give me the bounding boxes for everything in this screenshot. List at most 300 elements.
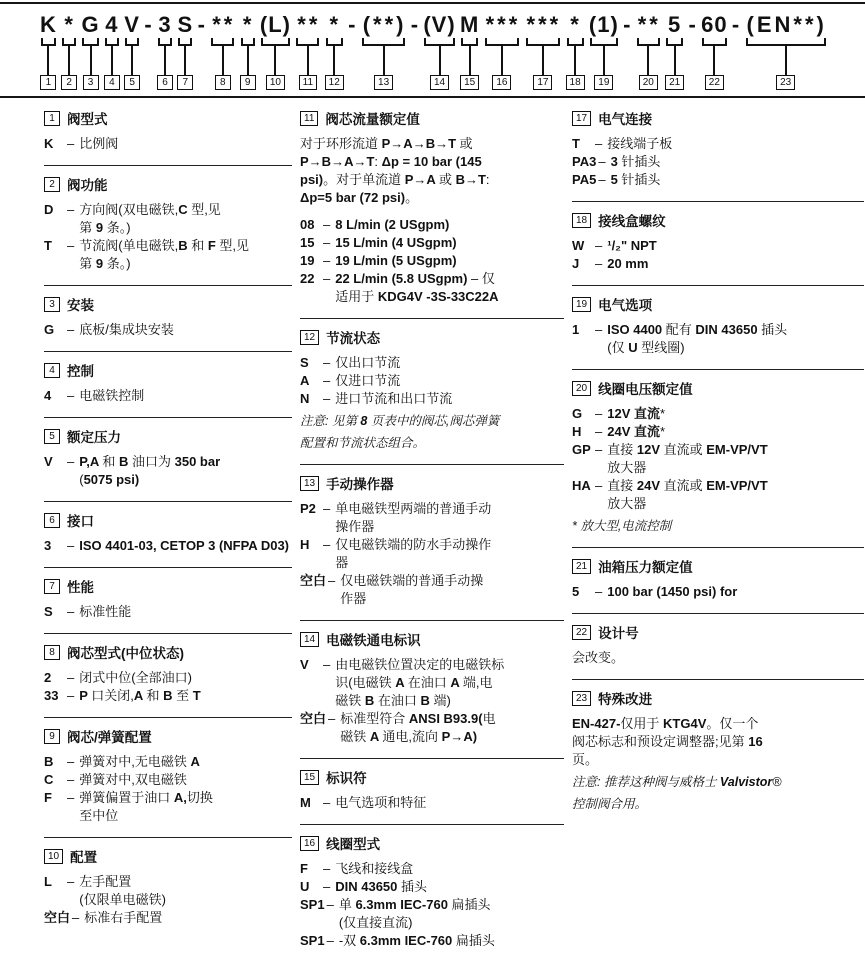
option-description [79, 771, 292, 789]
column-3 [572, 98, 864, 825]
code-separator [198, 12, 206, 90]
description-line: ISO 4400 配有 DIN 43650 插头 [607, 322, 788, 337]
description-line: 标准右手配置 [84, 910, 163, 925]
description-line: (仅限单电磁铁) [79, 892, 166, 907]
option-description [339, 896, 564, 932]
option-dash: – [67, 538, 75, 553]
option-dash: – [595, 256, 603, 271]
option-dash: – [595, 424, 603, 439]
description-line: 仅电磁铁端的防水手动操作 [335, 537, 492, 552]
segment-stem [574, 46, 576, 75]
option-description [607, 255, 864, 273]
option-code: J [572, 256, 580, 271]
option-entry [300, 372, 564, 390]
option-description [607, 441, 864, 477]
option-entry [44, 453, 292, 489]
ref-box-5: 5 [124, 75, 140, 90]
segment-stem [131, 46, 133, 75]
intro-gap [300, 207, 564, 216]
code-segment-text: - [623, 12, 632, 37]
section-header-11 [300, 108, 564, 128]
section-number-6: 6 [44, 513, 60, 528]
section-number-3: 3 [44, 297, 60, 312]
option-entry [44, 789, 292, 825]
description-line: 底板/集成块安装 [79, 322, 174, 337]
code-segment-text: - [197, 12, 206, 37]
option-entry [44, 603, 292, 621]
section-intro-line: 对于环形流道 P→A→B→T 或 [300, 136, 473, 151]
section-17 [572, 98, 864, 189]
section-number-7: 7 [44, 579, 60, 594]
option-description [79, 753, 292, 771]
code-segment-text: 4 [105, 12, 119, 37]
section-note-line: 配置和节流状态组合。 [300, 436, 426, 450]
section-intro-line: Δp=5 bar (72 psi)。 [300, 190, 419, 205]
code-segment-text: V [124, 12, 140, 37]
section-number-19: 19 [572, 297, 591, 312]
section-title: 线圈型式 [326, 837, 381, 852]
option-description [611, 171, 864, 189]
section-note-line: 注意: 见第 8 页表中的阀芯,阀芯弹簧 [300, 414, 500, 428]
section-title: 性能 [67, 580, 94, 595]
section-9 [44, 717, 292, 825]
option-dash: – [595, 584, 603, 599]
option-dash: – [328, 573, 336, 588]
section-title: 接口 [67, 514, 94, 529]
code-segment-text: *** [526, 12, 562, 37]
option-description [79, 237, 292, 273]
option-dash: – [326, 897, 334, 912]
option-dash: – [72, 910, 80, 925]
description-line: P,A 和 B 油口为 350 bar [79, 454, 221, 469]
section-header-10 [44, 846, 292, 866]
option-description [335, 216, 564, 234]
code-segment-text: - [144, 12, 153, 37]
option-code: K [44, 136, 54, 151]
segment-stem [713, 46, 715, 75]
segment-bracket [178, 38, 192, 46]
option-dash: – [326, 933, 334, 948]
code-separator [411, 12, 419, 90]
option-code: SP1 [300, 897, 325, 912]
option-description [79, 321, 292, 339]
option-code: 空白 [44, 910, 71, 925]
segment-bracket [105, 38, 119, 46]
section-intro-line: psi)。对于单流道 P→A 或 B→T: [300, 172, 490, 187]
option-entry [300, 536, 564, 572]
description-line: 飞线和接线盒 [335, 861, 414, 876]
code-segment [460, 12, 479, 90]
section-20 [572, 369, 864, 535]
ref-box-17: 17 [533, 75, 552, 90]
option-description [79, 669, 292, 687]
description-line: 20 mm [607, 256, 649, 271]
option-description [79, 603, 292, 621]
description-line: 标准性能 [79, 604, 132, 619]
model-code-breakdown-page [0, 2, 865, 948]
option-entry [572, 321, 864, 357]
option-dash: – [67, 454, 75, 469]
section-title: 特殊改进 [598, 692, 653, 707]
option-entry [572, 171, 864, 189]
option-code: P2 [300, 501, 316, 516]
description-line: DIN 43650 插头 [335, 879, 428, 894]
segment-stem [47, 46, 49, 75]
option-description [335, 390, 564, 408]
option-dash: – [323, 657, 331, 672]
section-7 [44, 567, 292, 621]
section-4 [44, 351, 292, 405]
segment-stem [222, 46, 224, 75]
code-segment [210, 12, 235, 90]
segment-bracket [526, 38, 561, 46]
section-title: 电气选项 [598, 298, 653, 313]
option-dash: – [598, 172, 606, 187]
section-header-15 [300, 767, 564, 787]
option-entry [44, 687, 292, 705]
option-dash: – [323, 537, 331, 552]
section-note-line: 注意: 推荐这种阀与威格士 Valvistor® [572, 775, 782, 789]
section-number-10: 10 [44, 849, 63, 864]
description-line: P 口关闭,A 和 B 至 T [79, 688, 201, 703]
segment-stem [164, 46, 166, 75]
segment-bracket [158, 38, 172, 46]
section-title: 阀功能 [67, 178, 108, 193]
option-description [340, 572, 564, 608]
section-number-20: 20 [572, 381, 591, 396]
section-number-13: 13 [300, 476, 319, 491]
option-dash: – [67, 688, 75, 703]
code-segment-text: * [570, 12, 582, 37]
option-code: N [300, 391, 310, 406]
option-description [340, 710, 564, 746]
option-dash: – [67, 670, 75, 685]
description-line: 8 L/min (2 USgpm) [335, 217, 450, 232]
section-18 [572, 201, 864, 273]
segment-stem [333, 46, 335, 75]
option-description [607, 237, 864, 255]
segment-stem [647, 46, 649, 75]
section-number-14: 14 [300, 632, 319, 647]
code-segment-text: (V) [423, 12, 456, 37]
code-segment-text: * [329, 12, 342, 37]
segment-stem [90, 46, 92, 75]
option-code: H [572, 424, 582, 439]
description-line: 标准型符合 ANSI B93.9(电 [340, 711, 496, 726]
option-entry [44, 537, 292, 555]
option-description [335, 536, 564, 572]
code-separator [348, 12, 356, 90]
option-code: W [572, 238, 585, 253]
option-code: G [44, 322, 55, 337]
option-code: HA [572, 478, 591, 493]
segment-bracket [637, 38, 660, 46]
option-entry [300, 572, 564, 608]
section-header-22 [572, 622, 864, 642]
option-code: L [44, 874, 52, 889]
option-dash: – [595, 322, 603, 337]
section-header-19 [572, 294, 864, 314]
code-segment-text: K [40, 12, 57, 37]
option-dash: – [595, 478, 603, 493]
ref-box-10: 10 [266, 75, 285, 90]
description-line: 5 针插头 [610, 172, 661, 187]
option-entry [300, 234, 564, 252]
section-19 [572, 285, 864, 357]
description-line: 3 针插头 [610, 154, 661, 169]
description-line: 放大器 [607, 460, 647, 475]
code-segment-text: * [64, 12, 76, 37]
option-entry [572, 237, 864, 255]
option-entry [300, 860, 564, 878]
description-line: 仅出口节流 [335, 355, 401, 370]
ref-box-9: 9 [240, 75, 256, 90]
option-code: H [300, 537, 310, 552]
option-dash: – [323, 235, 331, 250]
section-14 [300, 620, 564, 746]
section-title: 电磁铁通电标识 [326, 633, 421, 648]
description-line: 器 [335, 555, 349, 570]
segment-stem [307, 46, 309, 75]
code-segment [124, 12, 140, 90]
description-line: 磁铁 B 在油口 B 端) [335, 693, 451, 708]
code-segment-text: *** [485, 12, 521, 37]
option-dash: – [323, 253, 331, 268]
code-segment [636, 12, 661, 90]
option-entry [300, 354, 564, 372]
description-line: ISO 4401-03, CETOP 3 (NFPA D03) [79, 538, 289, 553]
section-number-16: 16 [300, 836, 319, 851]
code-segment [40, 12, 57, 90]
option-dash: – [323, 879, 331, 894]
description-line: 作器 [340, 591, 367, 606]
option-description [607, 135, 864, 153]
section-intro-line: P→B→A→T: Δp = 10 bar (145 [300, 154, 482, 169]
option-code: 3 [44, 538, 52, 553]
option-code: 15 [300, 235, 315, 250]
description-line: 单 6.3mm IEC-760 扁插头 [338, 897, 491, 912]
option-entry [300, 932, 564, 950]
section-title: 阀芯/弹簧配置 [67, 730, 152, 745]
section-title: 油箱压力额定值 [598, 560, 693, 575]
description-line: 24V 直流* [607, 424, 666, 439]
option-entry [300, 500, 564, 536]
option-description [339, 932, 564, 950]
option-code: B [44, 754, 54, 769]
code-segment [177, 12, 193, 90]
ref-box-13: 13 [374, 75, 393, 90]
section-11 [300, 98, 564, 306]
code-segment-text: 60 [701, 12, 728, 37]
option-code: S [300, 355, 309, 370]
option-dash: – [323, 795, 331, 810]
section-header-9 [44, 726, 292, 746]
section-10 [44, 837, 292, 927]
segment-bracket [702, 38, 726, 46]
option-description [607, 423, 864, 441]
code-segment-text: * [242, 12, 255, 37]
code-segment [260, 12, 291, 90]
option-code: 08 [300, 217, 315, 232]
ref-box-19: 19 [594, 75, 613, 90]
code-segment-text: (1) [588, 12, 619, 37]
option-code: F [300, 861, 308, 876]
segment-bracket [125, 38, 139, 46]
segment-stem [603, 46, 605, 75]
option-code: 19 [300, 253, 315, 268]
option-description [335, 860, 564, 878]
section-header-14 [300, 629, 564, 649]
description-line: -双 6.3mm IEC-760 扁插头 [338, 933, 495, 948]
description-line: 弹簧偏置于油口 A,切换 [79, 790, 213, 805]
ref-box-3: 3 [83, 75, 99, 90]
option-dash: – [328, 711, 336, 726]
option-dash: – [595, 442, 603, 457]
section-number-21: 21 [572, 559, 591, 574]
option-description [335, 270, 564, 306]
code-segment [423, 12, 455, 90]
code-segment [665, 12, 684, 90]
option-code: U [300, 879, 310, 894]
section-title: 阀芯型式(中位状态) [67, 646, 184, 661]
section-2 [44, 165, 292, 273]
option-code: S [44, 604, 53, 619]
option-code: M [300, 795, 311, 810]
description-line: 由电磁铁位置决定的电磁铁标 [335, 657, 505, 672]
description-line: 放大器 [607, 496, 647, 511]
option-description [335, 794, 564, 812]
ref-box-16: 16 [492, 75, 511, 90]
segment-bracket [296, 38, 319, 46]
option-dash: – [323, 391, 331, 406]
option-dash: – [67, 136, 75, 151]
column-1 [44, 98, 292, 939]
section-3 [44, 285, 292, 339]
code-segment [589, 12, 619, 90]
section-23 [572, 679, 864, 813]
option-code: 22 [300, 271, 315, 286]
code-segment [104, 12, 120, 90]
code-segment [484, 12, 521, 90]
description-line: 第 9 条。) [79, 256, 131, 271]
code-segment [701, 12, 727, 90]
ref-box-21: 21 [665, 75, 684, 90]
description-line: 磁铁 A 通电,流向 P→A) [340, 729, 478, 744]
code-segment [566, 12, 585, 90]
section-title: 阀型式 [67, 112, 108, 127]
option-code: D [44, 202, 54, 217]
option-entry [300, 390, 564, 408]
section-text-line: 会改变。 [572, 650, 625, 665]
description-line: 仅电磁铁端的普通手动操 [340, 573, 484, 588]
code-segment [157, 12, 173, 90]
section-header-4 [44, 360, 292, 380]
ref-box-22: 22 [705, 75, 724, 90]
section-title: 安装 [67, 298, 94, 313]
section-title: 配置 [70, 850, 98, 865]
option-entry [572, 441, 864, 477]
option-dash: – [323, 355, 331, 370]
segment-bracket [62, 38, 76, 46]
section-text-line: 页。 [572, 752, 599, 767]
segment-bracket [261, 38, 290, 46]
section-number-1: 1 [44, 111, 60, 126]
section-header-16 [300, 833, 564, 853]
ref-box-20: 20 [639, 75, 658, 90]
option-description [611, 153, 864, 171]
code-segment [361, 12, 407, 90]
option-description [79, 201, 292, 237]
option-description [79, 537, 292, 555]
option-description [79, 135, 292, 153]
description-line: 12V 直流* [607, 406, 666, 421]
description-line: 方向阀(双电磁铁,C 型,见 [79, 202, 221, 217]
option-description [335, 252, 564, 270]
option-dash: – [323, 861, 331, 876]
option-code: 空白 [300, 711, 327, 726]
segment-bracket [82, 38, 98, 46]
description-line: ¹/₂" NPT [607, 238, 657, 253]
option-entry [300, 710, 564, 746]
section-text-line: 阀芯标志和预设定调整器;见第 16 [572, 734, 763, 749]
description-line: 电磁铁控制 [79, 388, 145, 403]
option-entry [300, 270, 564, 306]
option-code: 33 [44, 688, 59, 703]
section-header-6 [44, 510, 292, 530]
segment-stem [785, 46, 787, 75]
option-entry [44, 909, 292, 927]
code-segment [525, 12, 562, 90]
description-line: (仅直接直流) [338, 915, 413, 930]
option-dash: – [323, 373, 331, 388]
description-line: 弹簧对中,无电磁铁 A [79, 754, 200, 769]
option-dash: – [67, 790, 75, 805]
option-entry [44, 771, 292, 789]
section-title: 节流状态 [326, 331, 381, 346]
code-segment [295, 12, 320, 90]
option-code: 4 [44, 388, 52, 403]
code-segment-text: G [81, 12, 100, 37]
section-13 [300, 464, 564, 608]
option-entry [572, 423, 864, 441]
section-title: 线圈电压额定值 [598, 382, 693, 397]
description-line: 19 L/min (5 USgpm) [335, 253, 457, 268]
code-segment-text: ** [212, 12, 236, 37]
option-entry [44, 387, 292, 405]
section-header-21 [572, 556, 864, 576]
option-description [607, 477, 864, 513]
code-segment [745, 12, 827, 90]
option-code: G [572, 406, 583, 421]
section-header-2 [44, 174, 292, 194]
ref-box-18: 18 [566, 75, 585, 90]
option-dash: – [598, 154, 606, 169]
description-line: 100 bar (1450 psi) for [607, 584, 738, 599]
option-description [79, 789, 292, 825]
segment-stem [274, 46, 276, 75]
segment-bracket [326, 38, 343, 46]
description-line: 15 L/min (4 USgpm) [335, 235, 457, 250]
segment-stem [501, 46, 503, 75]
section-header-23 [572, 688, 864, 708]
option-dash: – [67, 772, 75, 787]
description-line: 至中位 [79, 808, 119, 823]
option-code: A [300, 373, 310, 388]
code-segment-text: (**) [362, 12, 407, 37]
option-code: 空白 [300, 573, 327, 588]
section-12 [300, 318, 564, 452]
option-description [607, 405, 864, 423]
